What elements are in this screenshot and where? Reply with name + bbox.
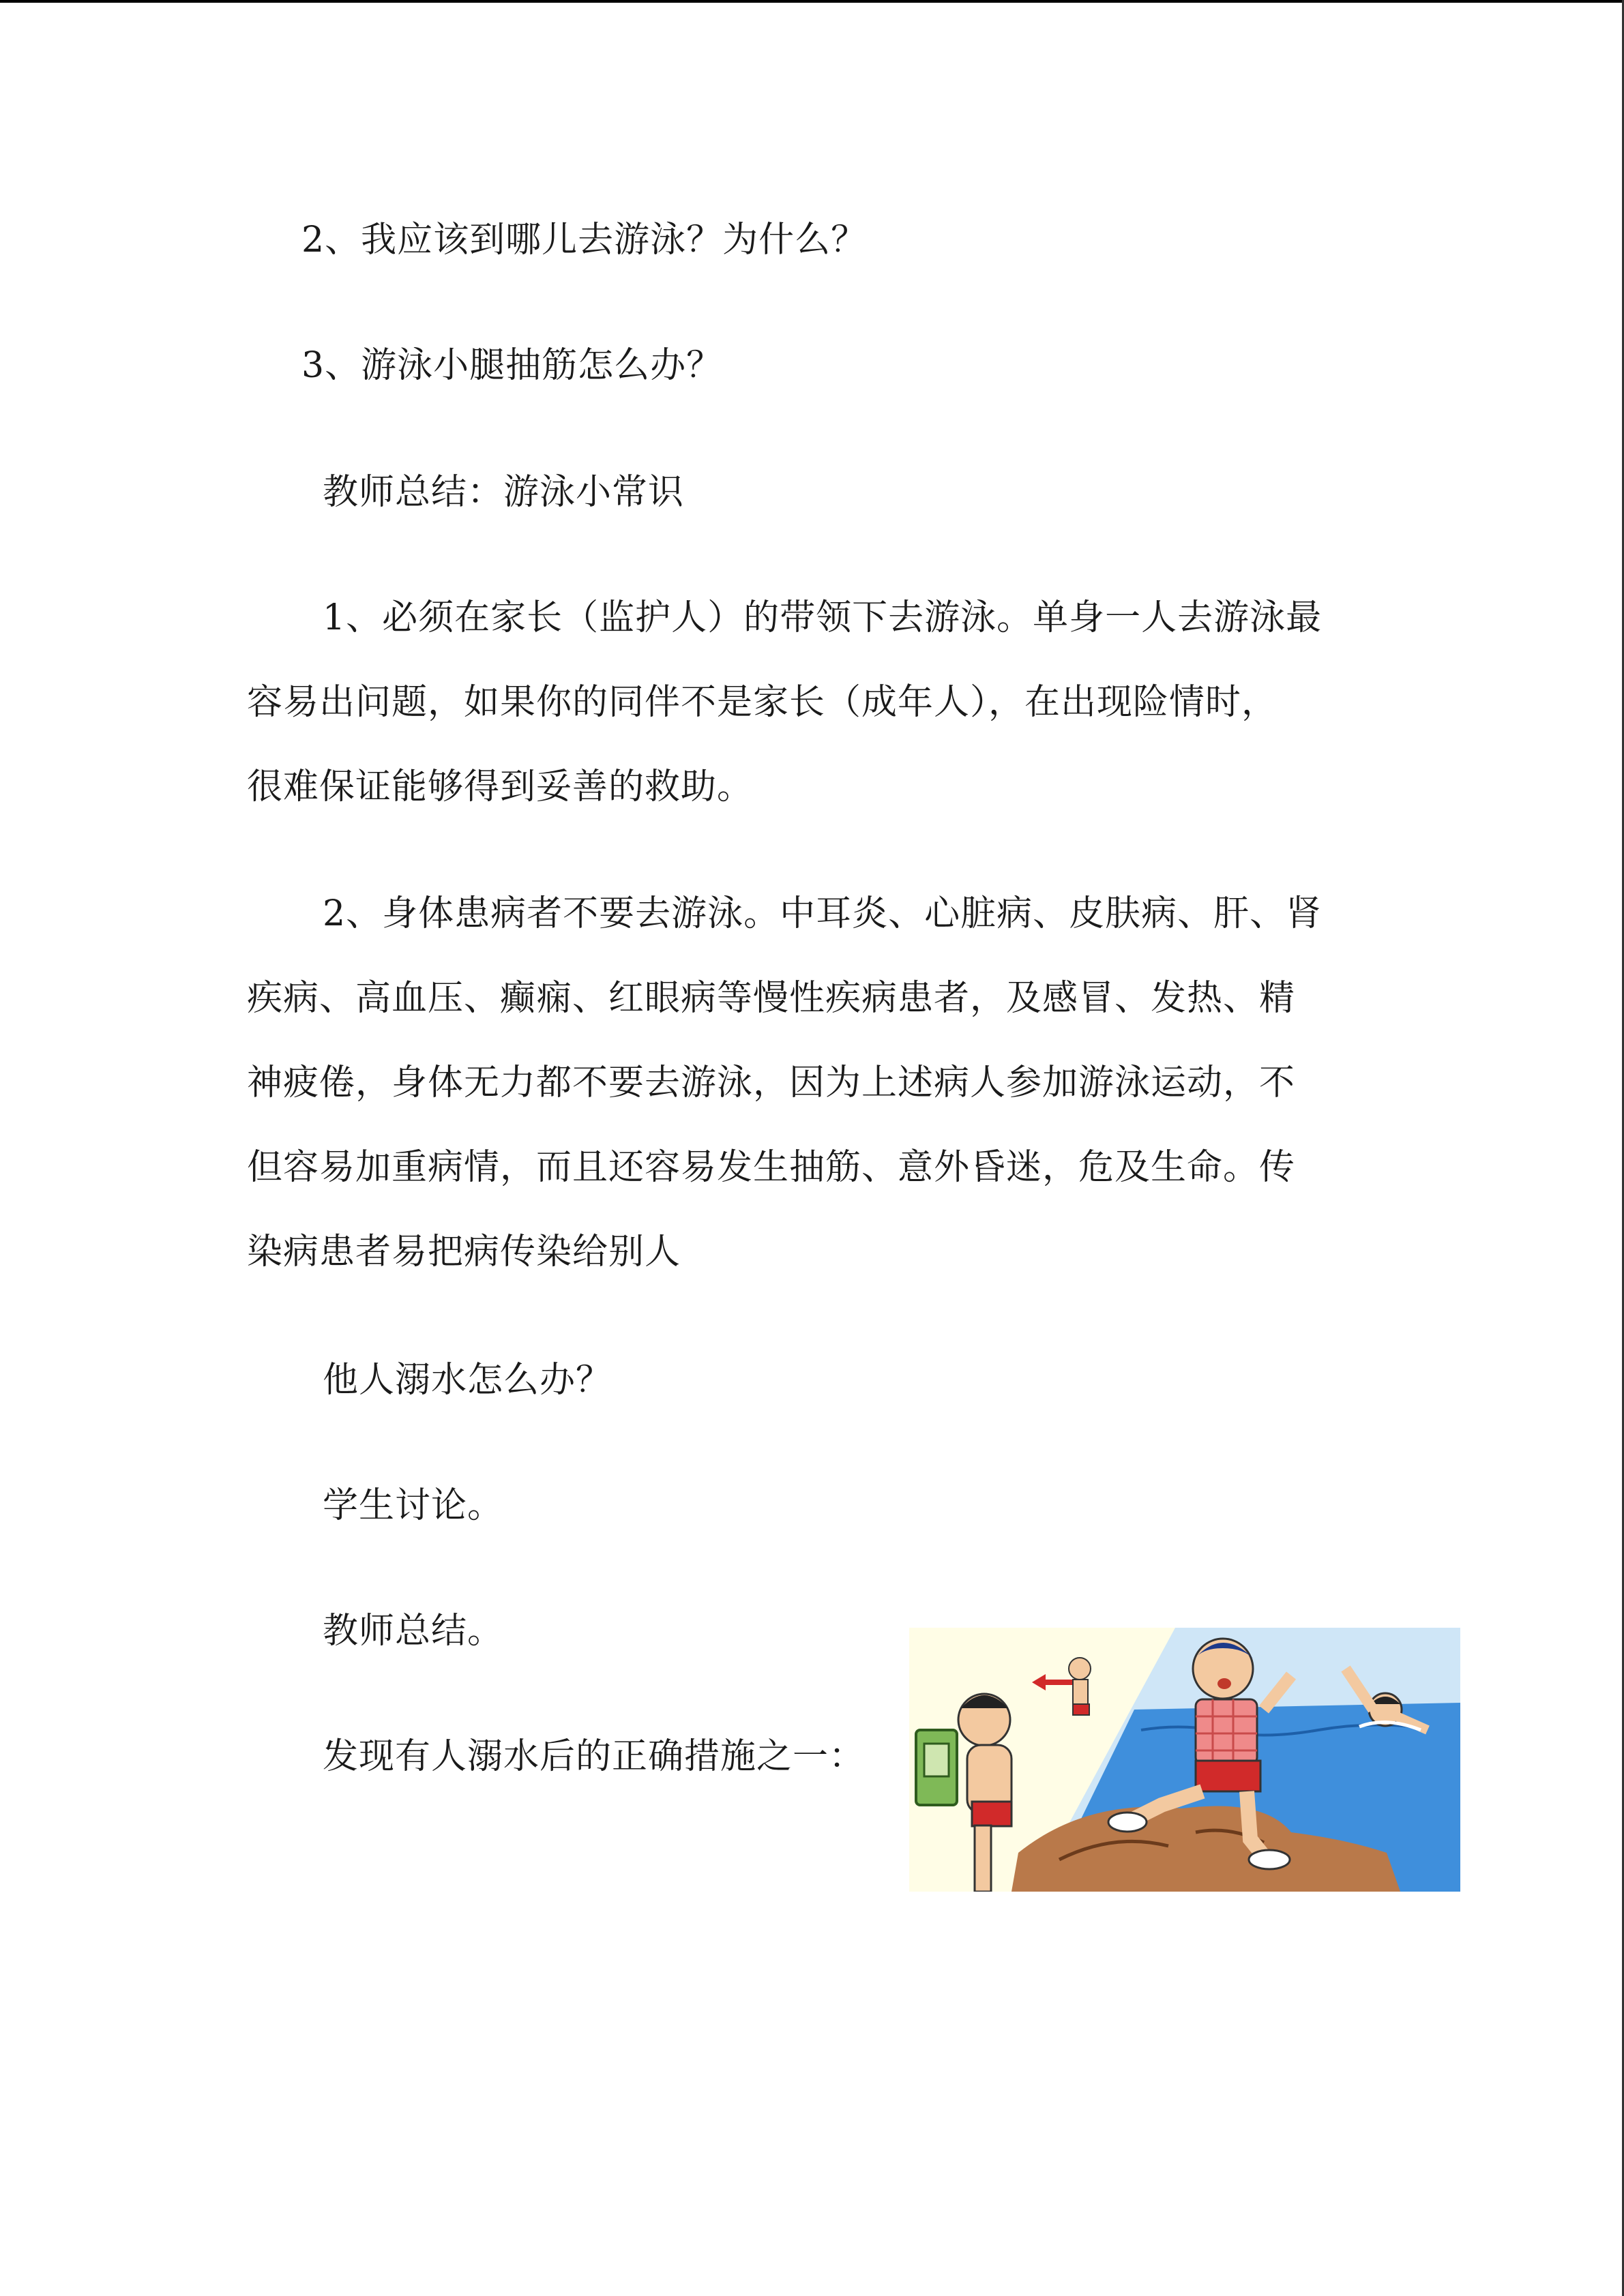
rule-2-line-2: 疾病、高血压、癫痫、红眼病等慢性疾病患者，及感冒、发热、精 <box>247 978 1296 1019</box>
rescue-scene-image <box>909 1628 1460 1892</box>
rule-1-line-1: 1、必须在家长（监护人）的带领下去游泳。单身一人去游泳最 <box>323 597 1323 638</box>
top-border-line <box>0 0 1624 3</box>
rule-2-line-4: 但容易加重病情，而且还容易发生抽筋、意外昏迷，危及生命。传 <box>247 1147 1296 1188</box>
rule-2-line-3: 神疲倦，身体无力都不要去游泳，因为上述病人参加游泳运动，不 <box>247 1062 1296 1103</box>
correct-measure-label: 发现有人溺水后的正确措施之一： <box>323 1736 866 1777</box>
drowning-question: 他人溺水怎么办？ <box>323 1360 612 1401</box>
rule-1-paragraph <box>247 576 1379 829</box>
question-2: 2、我应该到哪儿去游泳？为什么？ <box>301 220 868 260</box>
rule-2-paragraph <box>247 871 1379 1294</box>
rule-1-line-3: 很难保证能够得到妥善的救助。 <box>247 766 754 807</box>
teacher-summary: 教师总结。 <box>323 1611 504 1652</box>
question-3: 3、游泳小腿抽筋怎么办？ <box>301 345 723 386</box>
rule-2-line-5: 染病患者易把病传染给别人 <box>247 1232 681 1272</box>
rule-2-line-1: 2、身体患病者不要去游泳。中耳炎、心脏病、皮肤病、肝、肾 <box>323 893 1323 934</box>
drowning-rescue-illustration <box>909 1628 1460 1892</box>
student-discussion: 学生讨论。 <box>323 1485 504 1526</box>
rule-1-line-2: 容易出问题，如果你的同伴不是家长（成年人），在出现险情时， <box>247 682 1278 723</box>
summary-heading: 教师总结：游泳小常识 <box>323 472 685 513</box>
